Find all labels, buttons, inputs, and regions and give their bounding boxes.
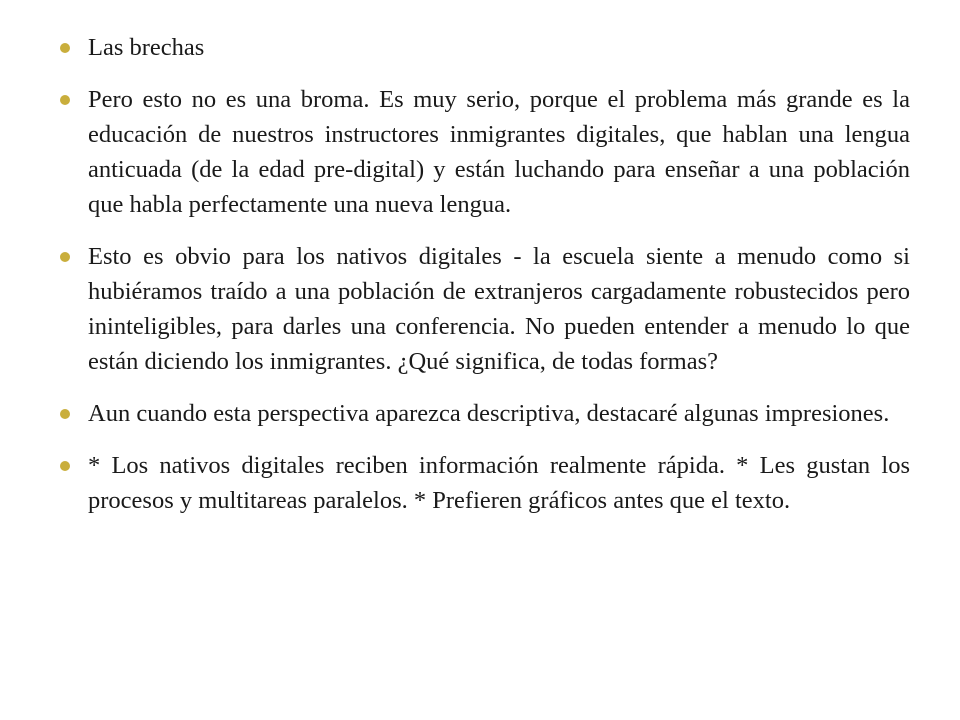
bullet-text: Pero esto no es una broma. Es muy serio, porque el problema más grande es la educación de nuestros instructores inmigrantes digitales, que hablan una lengua anticuada (de la edad pre-digital) y están luchando para enseñar a una población que habla perfectamente una nueva lengua.	[88, 86, 910, 218]
bullet-item	[60, 396, 910, 431]
bullet-dot-icon	[60, 252, 70, 262]
bullet-item	[60, 448, 910, 518]
bullet-dot-icon	[60, 409, 70, 419]
bullet-text: * Los nativos digitales reciben información realmente rápida. * Les gustan los procesos y multitareas paralelos. * Prefieren gráficos antes que el texto.	[88, 452, 910, 514]
bullet-dot-icon	[60, 43, 70, 53]
bullet-item	[60, 239, 910, 379]
bullet-text: Esto es obvio para los nativos digitales - la escuela siente a menudo como si hubiéramos traído a una población de extranjeros cargadamente robustecidos pero ininteligibles, para darles una conferencia. No pueden entender a menudo lo que están diciendo los inmigrantes. ¿Qué significa, de todas formas?	[88, 243, 910, 375]
bullet-dot-icon	[60, 461, 70, 471]
bullet-text: Aun cuando esta perspectiva aparezca descriptiva, destacaré algunas impresiones.	[88, 400, 890, 427]
bullet-item	[60, 30, 910, 65]
bullet-dot-icon	[60, 95, 70, 105]
bullet-item	[60, 82, 910, 222]
bullet-list	[60, 30, 910, 518]
bullet-text: Las brechas	[88, 34, 205, 61]
